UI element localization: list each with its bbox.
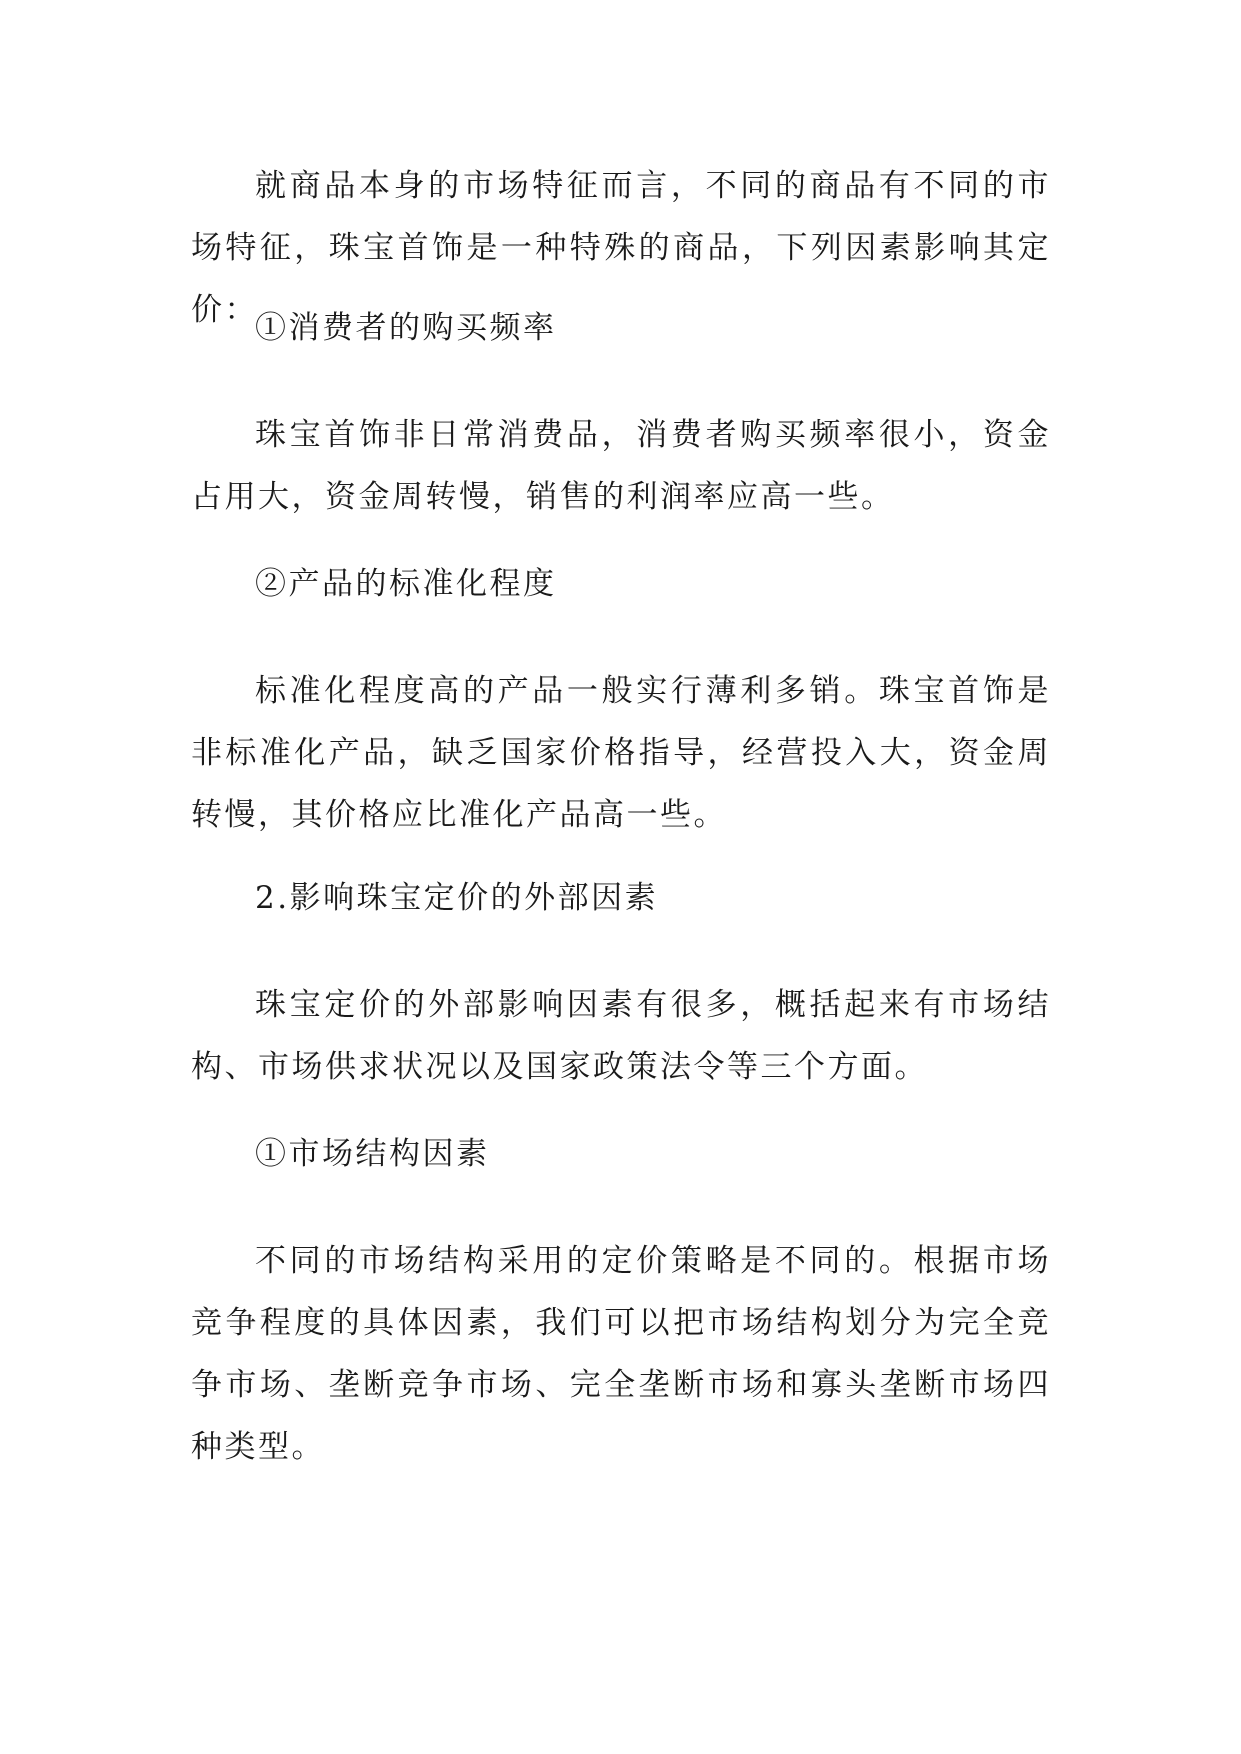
heading-external-factors: 2.影响珠宝定价的外部因素 — [255, 880, 659, 916]
paragraph-intro: 就商品本身的市场特征而言，不同的商品有不同的市场特征，珠宝首饰是一种特殊的商品，下列因素影响其定价： — [191, 168, 1051, 328]
paragraph-market-structure: 不同的市场结构采用的定价策略是不同的。根据市场竞争程度的具体因素，我们可以把市场结构划分为完全竞争市场、垄断竞争市场、完全垄断市场和寡头垄断市场四种类型。 — [191, 1243, 1051, 1465]
paragraph-standardization: 标准化程度高的产品一般实行薄利多销。珠宝首饰是非标准化产品，缺乏国家价格指导，经营投入大，资金周转慢，其价格应比准化产品高一些。 — [191, 673, 1051, 833]
heading-market-structure: ①市场结构因素 — [255, 1136, 490, 1172]
paragraph-external-factors: 珠宝定价的外部影响因素有很多，概括起来有市场结构、市场供求状况以及国家政策法令等三个方面。 — [191, 987, 1051, 1085]
paragraph-purchase-frequency: 珠宝首饰非日常消费品，消费者购买频率很小，资金占用大，资金周转慢，销售的利润率应高一些。 — [191, 417, 1051, 515]
heading-standardization: ②产品的标准化程度 — [255, 566, 557, 602]
heading-purchase-frequency: ①消费者的购买频率 — [255, 310, 557, 346]
